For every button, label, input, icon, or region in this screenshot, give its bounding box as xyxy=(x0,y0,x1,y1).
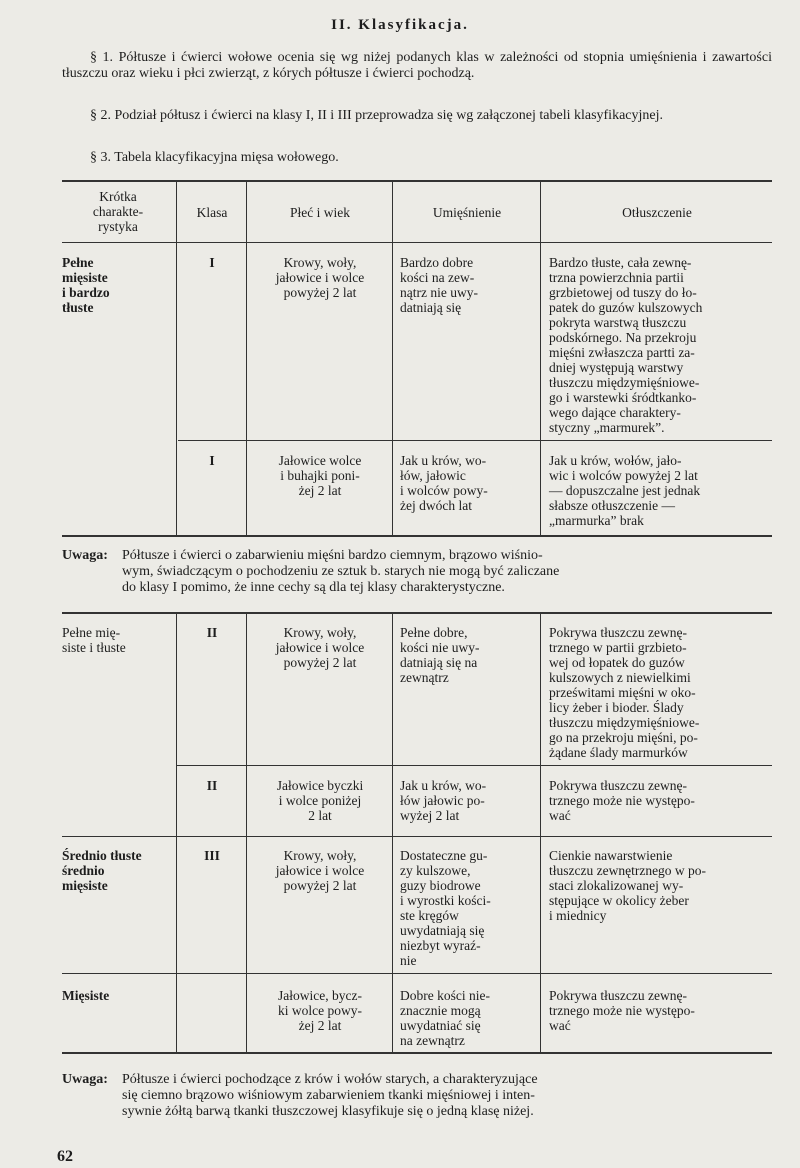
paragraph-2: § 2. Podział półtusz i ćwierci na klasy I, II i III przeprowadza się wg załączonej tabeli klasyfikacyjnej. xyxy=(90,108,663,123)
table2-col-divider xyxy=(540,613,541,1052)
paragraph-1: § 1. Półtusze i ćwierci wołowe ocenia się wg niżej podanych klas w zależności od stopnia umięśnienia i zawartości tłuszczu oraz wieku i płci zwierząt, z kórych półtusze i ćwierci pochodzą. xyxy=(62,50,772,81)
row5-characteristic: Średnio tłuste średnio mięsiste xyxy=(62,848,142,893)
header-fat: Otłuszczenie xyxy=(622,205,692,220)
table2-col-divider xyxy=(392,613,393,1052)
note-2-label: Uwaga: xyxy=(62,1072,108,1087)
row1-characteristic: Pełne mięsiste i bardzo tłuste xyxy=(62,255,110,315)
note-1-label: Uwaga: xyxy=(62,548,108,563)
note-1 xyxy=(62,548,772,596)
row5-muscling: Dostateczne gu- zy kulszowe, guzy biodrowe i wyrostki kości- ste kręgów uwydatniają się niezbyt wyraź- nie xyxy=(400,848,491,968)
row3-characteristic: Pełne mię- siste i tłuste xyxy=(62,625,126,655)
row5-class: III xyxy=(204,848,220,863)
row2-fat: Jak u krów, wołów, jało- wic i wolców powyżej 2 lat — dopuszczalne jest jednak słabsze otłuszczenie — „marmurka” brak xyxy=(549,453,701,528)
row2-class: I xyxy=(209,453,215,468)
table2-col-divider xyxy=(176,613,177,1052)
row1-muscling: Bardzo dobre kości na zew- nątrz nie uwy- datniają się xyxy=(400,255,478,315)
row3-class: II xyxy=(206,625,218,640)
row3-fat: Pokrywa tłuszczu zewnę- trznego w partii grzbieto- wej od łopatek do guzów kulszowych z niewielkimi prześwitami mięśni w oko- licy żeber i bioder. Ślady tłuszczu międzymięśniowe- go na przekroju mięśni, po- żądane ślady marmurków xyxy=(549,625,700,760)
row4-muscling: Jak u krów, wo- łów jałowic po- wyżej 2 lat xyxy=(400,778,487,823)
table-rule-top xyxy=(62,180,772,182)
note-1-text: Półtusze i ćwierci o zabarwieniu mięśni bardzo ciemnym, brązowo wiśnio- wym, świadczącym o pochodzeniu ze sztuk b. starych nie mogą być zaliczane do klasy I pomimo, że inne cechy są dla tej klasy charakterystyczne. xyxy=(122,548,560,595)
section-title: II. Klasyfikacja. xyxy=(331,17,469,33)
row1-sex-age: Krowy, woły, jałowice i wolce powyżej 2 lat xyxy=(275,255,365,300)
row5-sex-age: Krowy, woły, jałowice i wolce powyżej 2 lat xyxy=(275,848,365,893)
row6-characteristic: Mięsiste xyxy=(62,988,110,1003)
row3-sex-age: Krowy, woły, jałowice i wolce powyżej 2 lat xyxy=(275,625,365,670)
paragraph-3: § 3. Tabela klacyfikacyjna mięsa wołowego. xyxy=(90,150,339,165)
table2-row-rule xyxy=(62,973,772,974)
row1-class: I xyxy=(209,255,215,270)
table2-col-divider xyxy=(246,613,247,1052)
row1-fat: Bardzo tłuste, cała zewnę- trzna powierzchnia partii grzbietowej od tuszy do ło- patek do guzów kulszowych pokryta warstwą tłuszczu podskórnego. Na przekroju mięśni zwłaszcza partti za- dniej występują warstwy tłuszczu międzymięśniowe- go i warstewki śródtkanko- wego dające charaktery- styczny „marmurek”. xyxy=(549,255,703,435)
table2-rule-bottom xyxy=(62,1052,772,1054)
header-sex-age: Płeć i wiek xyxy=(290,205,350,220)
note-2 xyxy=(62,1072,772,1120)
table-col-divider xyxy=(540,181,541,535)
page-number: 62 xyxy=(57,1148,73,1165)
row6-fat: Pokrywa tłuszczu zewnę- trznego może nie występo- wać xyxy=(549,988,695,1033)
table2-row-rule xyxy=(176,765,772,766)
table-col-divider xyxy=(392,181,393,535)
row6-sex-age: Jałowice, bycz- ki wolce powy- żej 2 lat xyxy=(278,988,362,1033)
row4-class: II xyxy=(206,778,218,793)
row4-sex-age: Jałowice byczki i wolce poniżej 2 lat xyxy=(276,778,364,823)
row2-sex-age: Jałowice wolce i buhajki poni- żej 2 lat xyxy=(278,453,362,498)
table2-rule-top xyxy=(62,612,772,614)
row5-fat: Cienkie nawarstwienie tłuszczu zewnętrznego w po- staci zlokalizowanej wy- stępujące w okolicy żeber i miednicy xyxy=(549,848,707,923)
header-muscling: Umięśnienie xyxy=(432,205,502,220)
row3-muscling: Pełne dobre, kości nie uwy- datniają się na zewnątrz xyxy=(400,625,480,685)
table-col-divider xyxy=(246,181,247,535)
table2-row-rule xyxy=(62,836,772,837)
table-rule-bottom xyxy=(62,535,772,537)
note-2-text: Półtusze i ćwierci pochodzące z krów i wołów starych, a charakteryzujące się ciemno brązowo wiśniowym zabarwieniem tkanki mięśniowej i inten- sywnie żółtą barwą tkanki tłuszczowej klasyfikuje się o jedną klasę niżej. xyxy=(122,1072,538,1119)
table-header-rule xyxy=(62,242,772,243)
row6-muscling: Dobre kości nie- znacznie mogą uwydatniać się na zewnątrz xyxy=(400,988,490,1048)
row2-muscling: Jak u krów, wo- łów, jałowic i wolców powy- żej dwóch lat xyxy=(400,453,488,513)
table-col-divider xyxy=(176,181,177,535)
table-row-rule xyxy=(178,440,772,441)
header-characteristic: Krótka charakte- rystyka xyxy=(92,189,144,234)
row4-fat: Pokrywa tłuszczu zewnę- trznego może nie występo- wać xyxy=(549,778,695,823)
header-class: Klasa xyxy=(196,205,228,220)
